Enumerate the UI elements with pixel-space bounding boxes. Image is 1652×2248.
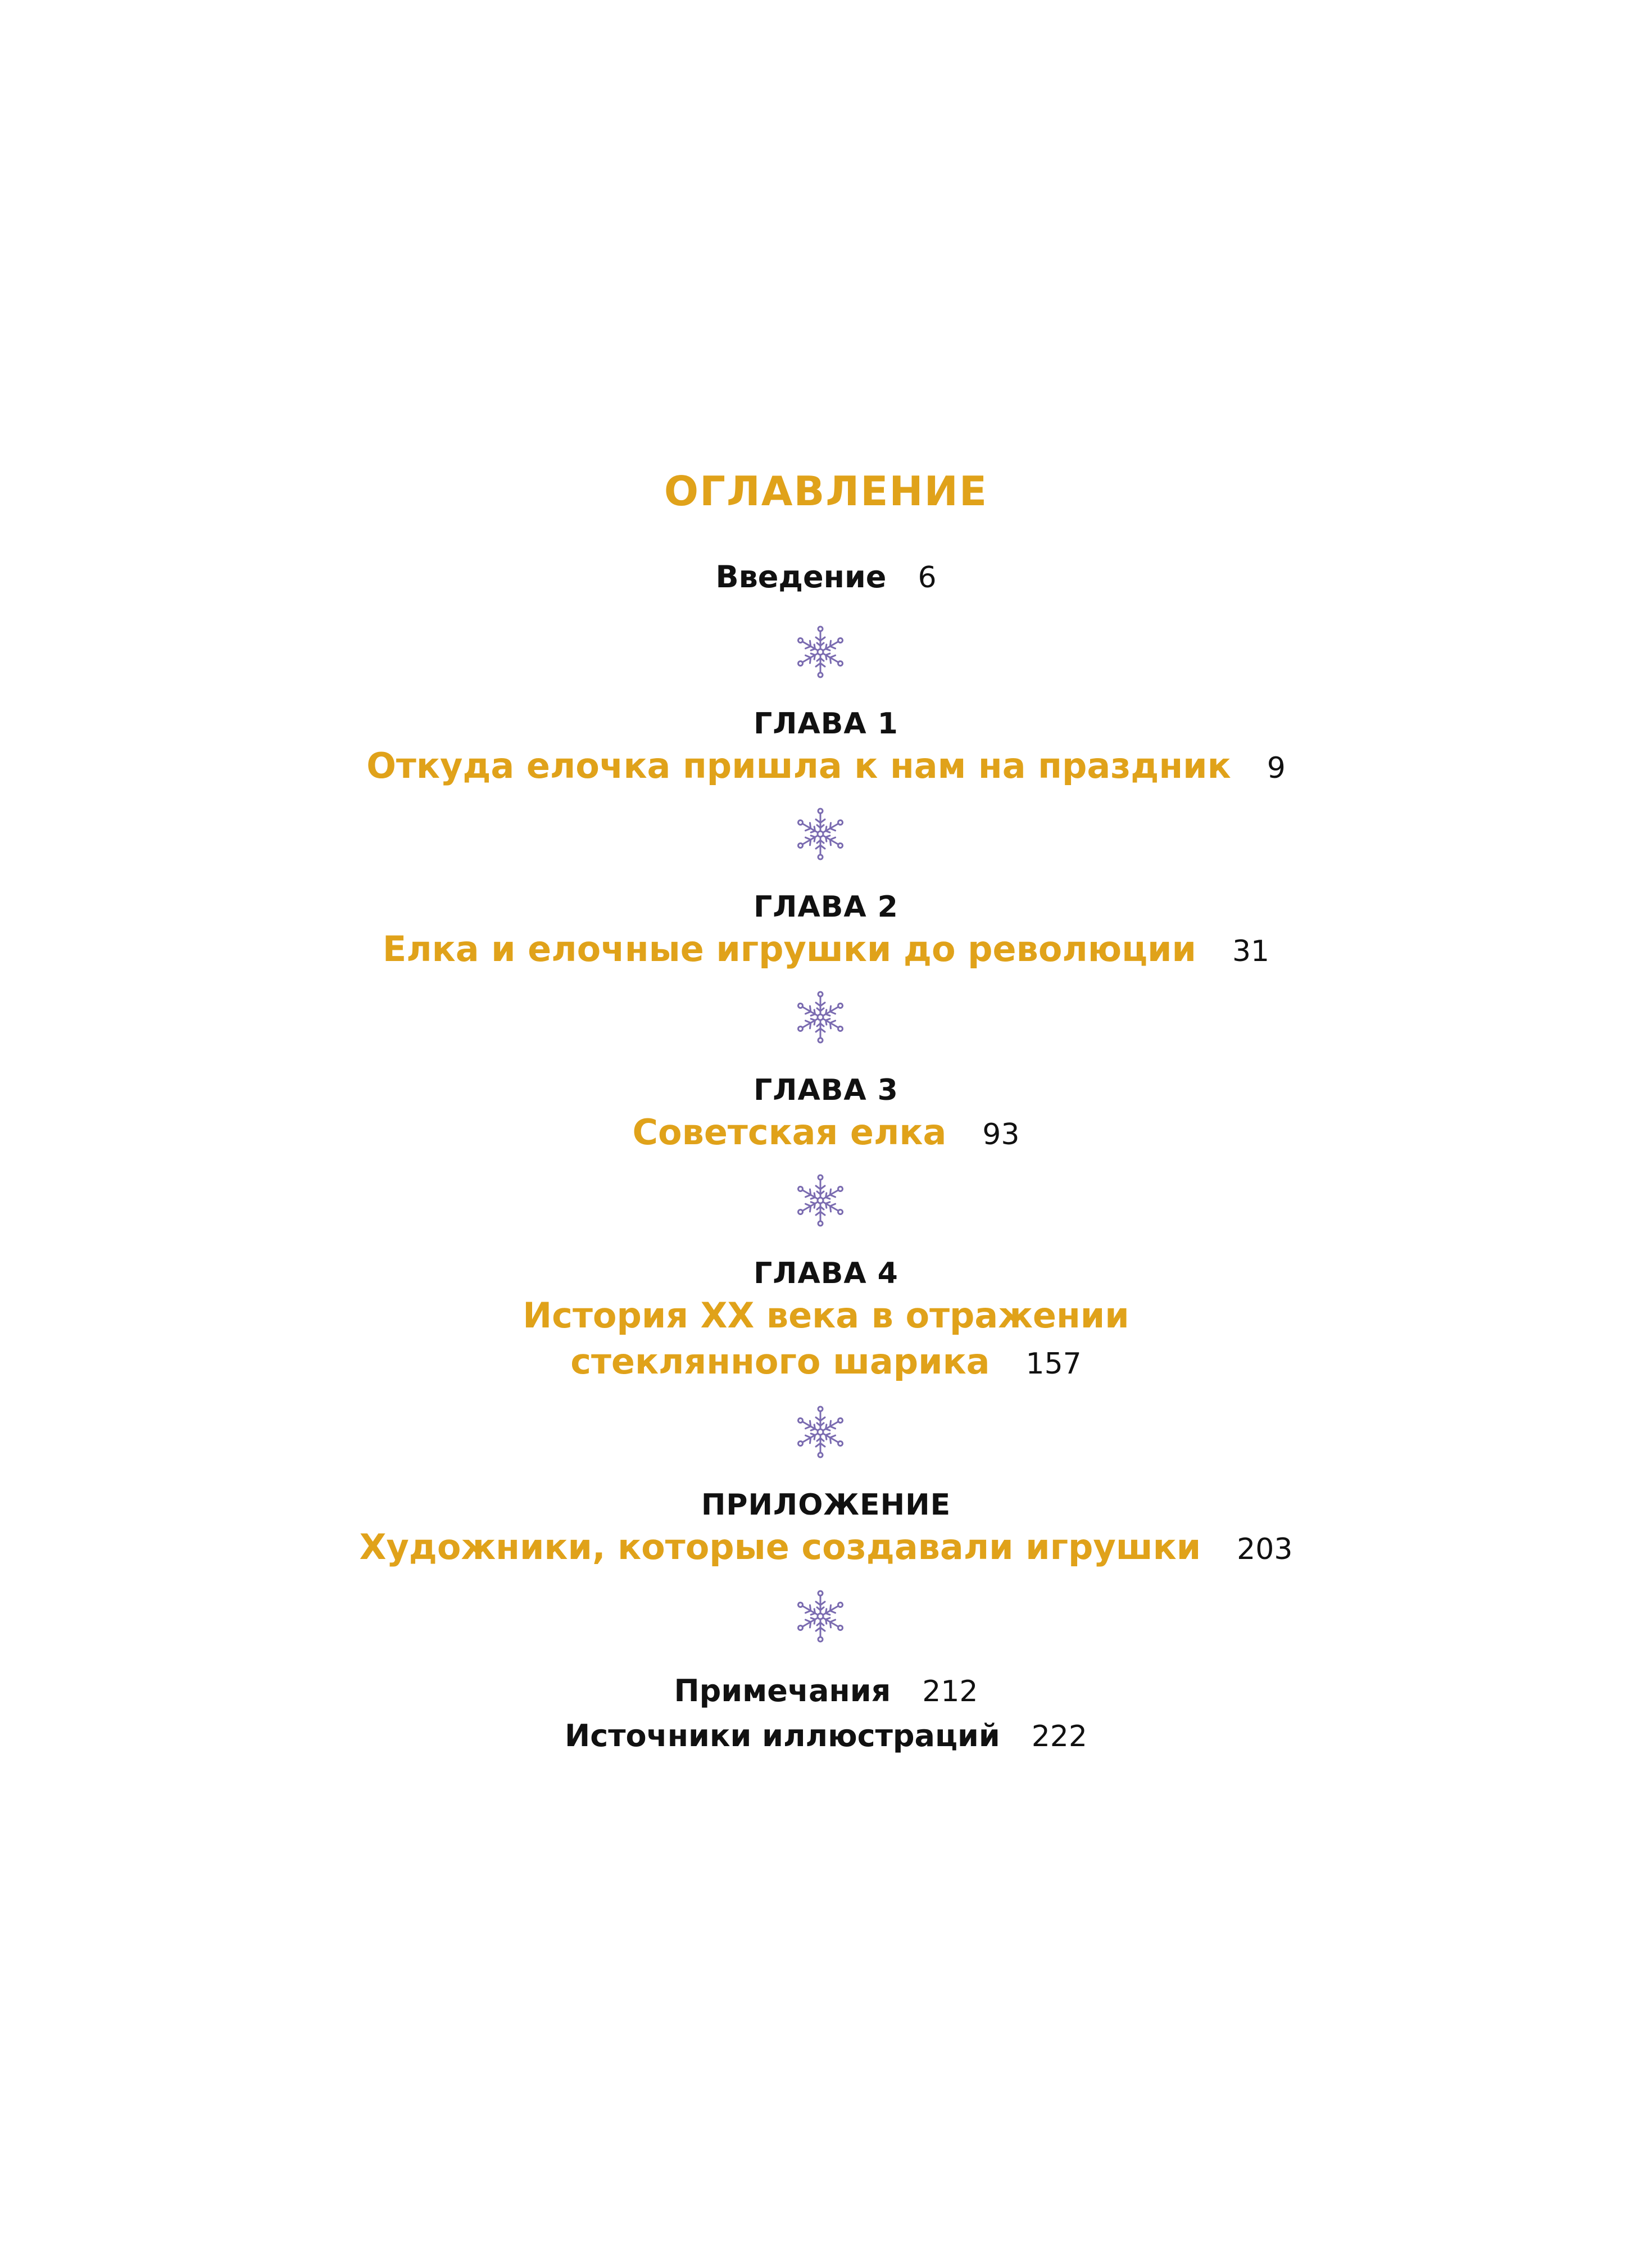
toc-entry-chapter-4-line-2[interactable] [0,1341,1652,1382]
intro-label: Введение [715,559,887,595]
sources-label: Источники иллюстраций [565,1718,1000,1753]
chapter-4-title-line-2: стеклянного шарика [570,1341,990,1382]
toc-entry-appendix[interactable] [0,1526,1652,1567]
sources-page: 222 [1031,1720,1087,1753]
toc-entry-notes[interactable] [0,1673,1652,1708]
snowflake-icon [793,807,847,861]
toc-entry-chapter-4-line-1[interactable] [0,1295,1652,1336]
notes-page: 212 [922,1675,978,1708]
chapter-1-label: ГЛАВА 1 [754,707,898,741]
toc-entry-sources[interactable] [0,1718,1652,1753]
snowflake-icon [793,1173,847,1227]
appendix-page: 203 [1237,1533,1293,1566]
snowflake-icon [793,1405,847,1459]
chapter-3-label: ГЛАВА 3 [754,1073,898,1107]
chapter-2-page: 31 [1232,935,1270,968]
toc-entry-intro[interactable] [0,559,1652,595]
snowflake-icon [793,990,847,1044]
chapter-1-title: Откуда елочка пришла к нам на праздник [366,745,1231,786]
chapter-4-title-line-1: История XX века в отражении [523,1295,1129,1336]
chapter-3-title: Советская елка [632,1112,947,1153]
chapter-3-page: 93 [982,1118,1020,1152]
chapter-2-label: ГЛАВА 2 [754,890,898,924]
intro-page: 6 [918,561,937,595]
appendix-label: ПРИЛОЖЕНИЕ [701,1488,951,1522]
chapter-1-page: 9 [1267,751,1286,785]
toc-entry-chapter-3[interactable] [0,1112,1652,1153]
chapter-2-title: Елка и елочные игрушки до революции [382,928,1196,969]
toc-entry-chapter-2[interactable] [0,928,1652,969]
appendix-title: Художники, которые создавали игрушки [359,1526,1201,1567]
snowflake-icon [793,625,847,679]
toc-entry-chapter-1[interactable] [0,745,1652,786]
snowflake-icon [793,1589,847,1643]
chapter-4-label: ГЛАВА 4 [754,1257,898,1290]
notes-label: Примечания [674,1673,891,1708]
chapter-4-page: 157 [1025,1347,1082,1381]
toc-title: ОГЛАВЛЕНИЕ [664,468,988,515]
